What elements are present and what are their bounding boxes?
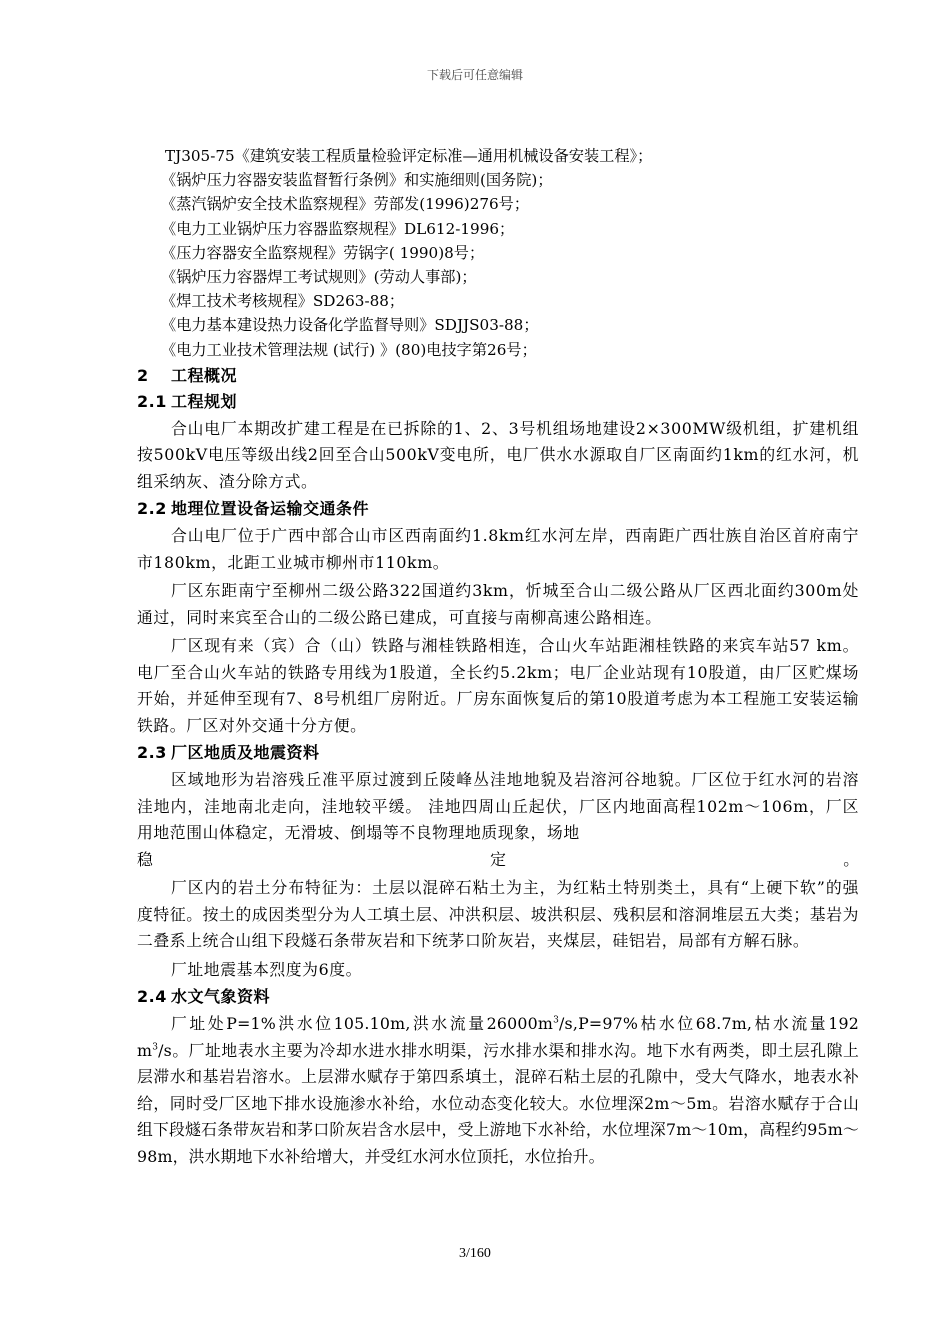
paragraph-last-line [137,847,859,874]
superscript: 3 [553,1016,560,1027]
subsection-number: 2.3 [137,743,167,763]
reference-item: 《锅炉压力容器焊工考试规则》(劳动人事部)； [161,268,477,287]
text-run: /s。厂址地表水主要为冷却水进水排水明渠，污水排水渠和排水沟。地下水有两类，即土层孔隙上层滞水和基岩岩溶水。上层滞水赋存于第四系填土，混碎石粘土层的孔隙中，受大气降水，地表水补给，同时受厂区地下排水设施渗水补给，水位动态变化较大。水位埋深2m～5m。岩溶水赋存于合山组下段燧石条带灰岩和茅口阶灰岩含水层中，受上游地下水补给，水位埋深7m～10m，高程约95m～98m，洪水期地下水补给增大，并受红水河水位顶托，水位抬升。 [137,1040,859,1166]
subsection-heading [137,741,859,765]
paragraph [137,1011,859,1170]
text-run: 厂址处P=1%洪水位105.10m,洪水流量26000m [171,1014,554,1034]
section-title: 工程概况 [171,365,238,385]
reference-item: 《电力基本建设热力设备化学监督导则》SDJJS03-88； [161,316,539,335]
header-note: 下载后可任意编辑 [426,68,523,82]
subsection-heading [137,497,859,521]
subsection-title: 水文气象资料 [171,987,271,1007]
subsection-number: 2.2 [137,499,167,519]
superscript: 3 [152,1042,159,1053]
page-number: 3/160 [459,1246,491,1261]
subsection-title: 地理位置设备运输交通条件 [171,499,370,519]
subsection-number: 2.4 [137,987,167,1007]
paragraph: 厂区现有来（宾）合（山）铁路与湘桂铁路相连，合山火车站距湘桂铁路的来宾车站57 km。电厂至合山火车站的铁路专用线为1股道，全长约5.2km；电厂企业站现有10股道，由厂区贮煤场开始，并延伸至现有7、8号机组厂房附近。厂房东面恢复后的第10股道考虑为本工程施工安装运输铁路。厂区对外交通十分方便。 [137,636,859,735]
subsection-heading [137,985,859,1009]
subsection-heading [137,390,859,414]
paragraph: 厂区内的岩土分布特征为：土层以混碎石粘土为主，为红粘土特别类土，具有“上硬下软”的强度特征。按土的成因类型分为人工填土层、冲洪积层、坡洪积层、残积层和溶洞堆层五大类；基岩为二叠系上统合山组下段燧石条带灰岩和下统茅口阶灰岩，夹煤层，硅铝岩，局部有方解石脉。 [137,878,859,951]
paragraph: 合山电厂位于广西中部合山市区西南面约1.8km红水河左岸，西南距广西壮族自治区首府南宁市180km，北距工业城市柳州市110km。 [137,526,859,572]
subsection-number: 2.1 [137,391,167,411]
section-number: 2 [137,365,149,385]
reference-list [137,144,859,362]
reference-item: 《焊工技术考核规程》SD263-88； [161,292,405,311]
document-body [137,144,859,1172]
reference-item: 《压力容器安全监察规程》劳锅字( 1990)8号； [161,243,485,262]
justified-text: 稳 定 。 [137,849,859,869]
subsection-title: 工程规划 [171,391,238,411]
reference-item: 《电力工业锅炉压力容器监察规程》DL612-1996； [161,219,515,238]
reference-item: 《电力工业技术管理法规 (试行) 》(80)电技字第26号； [161,340,537,359]
paragraph: 厂址地震基本烈度为6度。 [171,959,363,979]
paragraph: 区域地形为岩溶残丘准平原过渡到丘陵峰丛洼地地貌及岩溶河谷地貌。厂区位于红水河的岩溶洼地内，洼地南北走向，洼地较平缓。 洼地四周山丘起伏，厂区内地面高程102m～106m，厂区用地范围山体稳定，无滑坡、倒塌等不良物理地质现象，场地 [137,770,859,843]
reference-item: 《蒸汽锅炉安全技术监察规程》劳部发(1996)276号； [161,195,530,214]
paragraph: 厂区东距南宁至柳州二级公路322国道约3km，忻城至合山二级公路从厂区西北面约300m处通过，同时来宾至合山的二级公路已建成，可直接与南柳高速公路相连。 [137,581,859,627]
subsection-title: 厂区地质及地震资料 [171,743,320,763]
reference-item: 《锅炉压力容器安装监督暂行条例》和实施细则(国务院)； [161,171,553,190]
reference-item: TJ305-75《建筑安装工程质量检验评定标准—通用机械设备安装工程》； [165,147,653,165]
text-run: /s,P=97%枯水位68.7m,枯水流量192 m [137,1014,859,1060]
paragraph: 合山电厂本期改扩建工程是在已拆除的1、2、3号机组场地建设2×300MW级机组，扩建机组按500kV电压等级出线2回至合山500kV变电所，电厂供水水源取自厂区南面约1km的红水河，机组采纳灰、渣分除方式。 [137,418,859,491]
section-heading [137,364,859,388]
